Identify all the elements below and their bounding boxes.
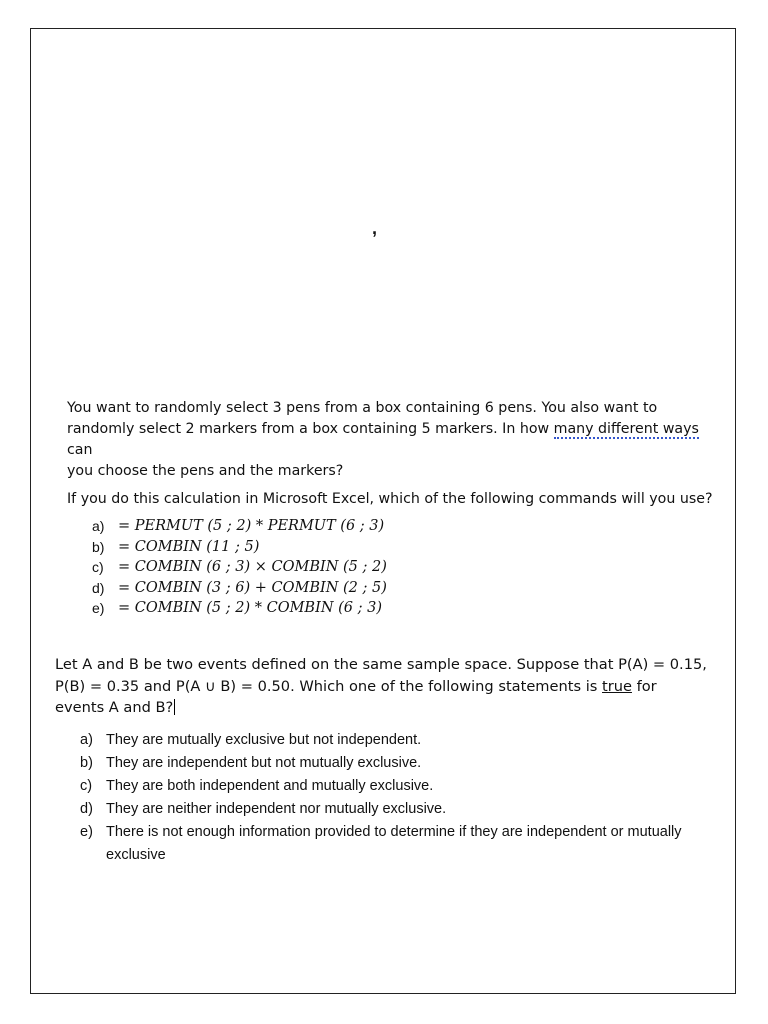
q1-line3: you choose the pens and the markers? [67,463,344,479]
option-label: d) [80,800,93,817]
option-formula: = COMBIN (5 ; 2) * COMBIN (6 ; 3) [118,600,382,616]
q2-option [80,798,725,821]
q1-grammar-flag[interactable]: many different ways [553,421,699,437]
q2-option [80,729,725,752]
option-label: e) [92,600,105,616]
text-cursor [174,699,175,715]
question-1 [67,398,717,619]
question-2 [55,654,725,867]
q2-line1: Let A and B be two events defined on the same sample space. Suppose that P(A) = 0.15, [55,656,707,673]
q2-options [55,729,725,867]
q1-option [92,598,717,619]
q1-line2a: randomly select 2 markers from a box containing 5 markers. In how [67,421,554,437]
q1-option [92,516,717,537]
option-text: They are independent but not mutually exclusive. [106,754,422,771]
q1-option [92,578,717,599]
option-label: c) [80,777,93,794]
option-text: They are both independent and mutually exclusive. [106,777,434,794]
q2-line3: events A and B? [55,699,174,716]
option-label: a) [92,518,105,534]
option-formula: = COMBIN (6 ; 3) × COMBIN (5 ; 2) [118,559,387,575]
option-formula: = PERMUT (5 ; 2) * PERMUT (6 ; 3) [118,518,385,534]
q1-excel-question: If you do this calculation in Microsoft Excel, which of the following commands will you use? [67,491,713,507]
option-text: They are neither independent nor mutually exclusive. [106,800,447,817]
option-label: c) [92,559,104,575]
q2-option [80,752,725,775]
option-label: b) [92,538,105,555]
q1-option [92,557,717,578]
q1-line1: You want to randomly select 3 pens from a box containing 6 pens. You also want to [67,400,658,416]
stray-comma: , [372,218,378,238]
option-formula: = COMBIN (11 ; 5) [118,538,260,555]
q1-line2b: can [67,442,93,458]
option-label: e) [80,823,93,840]
option-label: d) [92,579,105,596]
q2-option [80,775,725,798]
q2-option [80,821,725,867]
q2-line2: P(B) = 0.35 and P(A ∪ B) = 0.50. Which one of the following statements is [55,677,598,695]
q2-line2-end: for [631,677,657,695]
option-text: They are mutually exclusive but not independent. [106,731,422,748]
q1-option [92,537,717,558]
q2-true-underlined: true [602,677,632,695]
q1-prompt [67,398,717,482]
q1-options [67,516,717,619]
option-label: a) [80,731,93,748]
option-formula: = COMBIN (3 ; 6) + COMBIN (2 ; 5) [118,579,387,596]
q2-prompt [55,654,725,719]
option-text: There is not enough information provided to determine if they are independent or mutually exclusive [106,823,682,863]
option-label: b) [80,754,93,771]
